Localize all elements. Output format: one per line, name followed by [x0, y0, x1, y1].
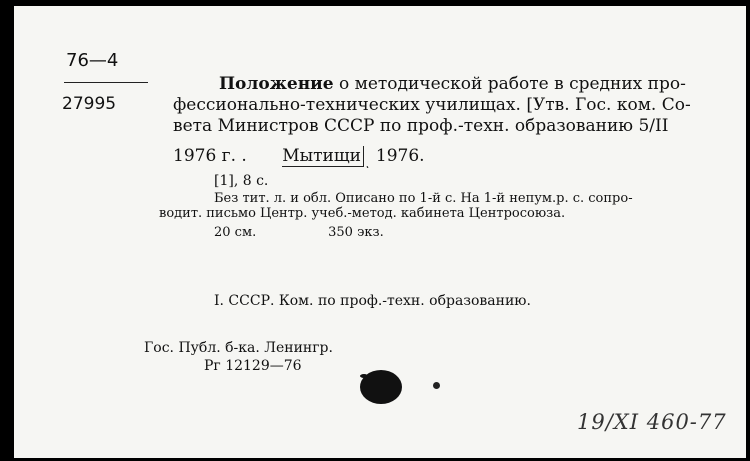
handwritten-inventory-number: 19/XI 460-77 — [577, 410, 727, 434]
call-number-divider — [64, 82, 148, 83]
imprint — [282, 146, 424, 169]
title-bold-word: Положение — [219, 74, 334, 94]
title-line-1-rest: о методической работе в средних про- — [333, 74, 686, 94]
imprint-year: 1976. — [375, 146, 425, 166]
subject-heading: I. СССР. Ком. по проф.-техн. образованию. — [214, 293, 531, 309]
ink-stamp-blot — [354, 366, 406, 406]
title-line-1 — [219, 74, 686, 95]
catalog-card — [14, 6, 746, 458]
holding-shelfmark: Рг 12129—76 — [204, 358, 302, 374]
collation: [1], 8 с. — [214, 173, 269, 189]
imprint-place: Мытищи — [282, 146, 364, 167]
imprint-brace-mark: ͺ — [364, 154, 371, 169]
physical-size: 20 см. — [214, 225, 257, 240]
call-number-bottom: 27995 — [62, 94, 117, 114]
title-date: 1976 г. . — [173, 146, 247, 166]
note-line-2: водит. письмо Центр. учеб.-метод. кабинета Центросоюза. — [159, 206, 566, 221]
title-line-2: фессионально-технических училищах. [Утв. Гос. ком. Со- — [173, 95, 691, 115]
call-number-top: 76—4 — [66, 50, 119, 71]
print-run: 350 экз. — [328, 225, 384, 240]
note-line-3 — [214, 225, 384, 240]
title-line-3: вета Министров СССР по проф.-техн. образованию 5/II — [173, 116, 669, 136]
holding-library: Гос. Публ. б-ка. Ленингр. — [144, 340, 333, 356]
note-line-1: Без тит. л. и обл. Описано по 1-й с. На 1-й непум.р. с. сопро- — [214, 191, 633, 206]
ink-dot — [433, 382, 440, 389]
title-line-4 — [173, 146, 425, 169]
